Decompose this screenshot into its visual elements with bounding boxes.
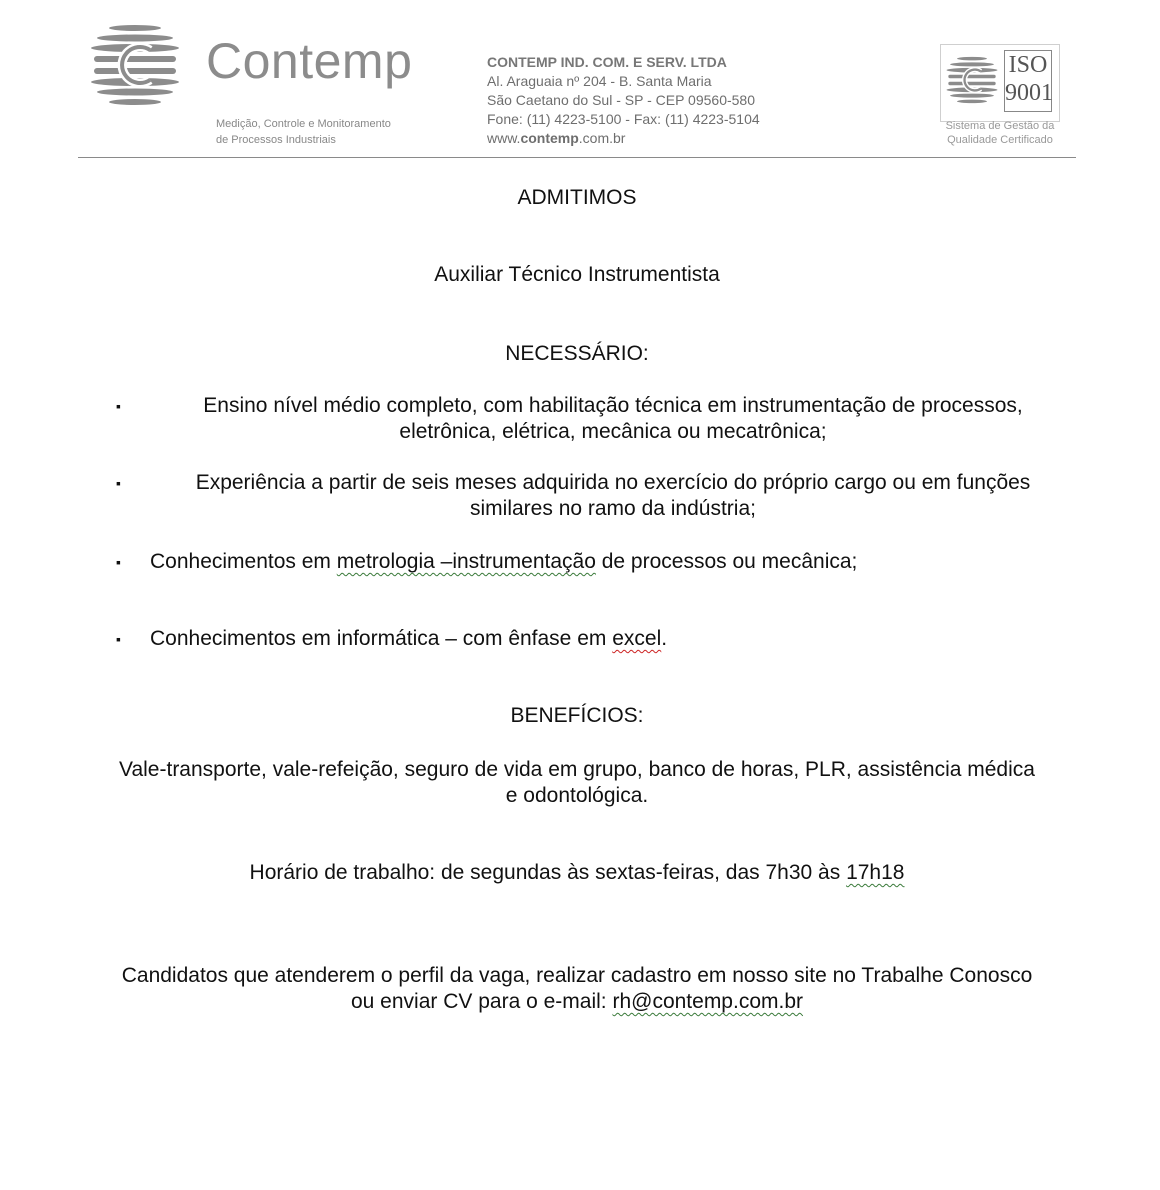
email-address[interactable]: rh@contemp.com.br xyxy=(612,990,804,1013)
requirement-line: similares no ramo da indústria; xyxy=(470,497,756,520)
contemp-logo-icon xyxy=(90,20,180,110)
bullet-icon: ▪ xyxy=(116,398,121,414)
requirement-suffix: de processos ou mecânica; xyxy=(595,550,858,573)
brand-tagline-line: de Processos Industriais xyxy=(216,134,336,146)
iso-caption xyxy=(940,119,1060,147)
page-heading: ADMITIMOS xyxy=(517,186,637,209)
requirement-prefix: Conhecimentos em informática – com ênfase em xyxy=(150,627,613,650)
requirement-text xyxy=(150,549,1076,575)
requirement-suffix: . xyxy=(661,627,668,650)
website-prefix: www. xyxy=(487,130,521,146)
iso-caption-line: Sistema de Gestão da xyxy=(945,120,1055,132)
iso-label-line: ISO xyxy=(1008,52,1048,78)
requirement-text xyxy=(150,470,1076,522)
position-title: Auxiliar Técnico Instrumentista xyxy=(434,263,720,286)
company-name: CONTEMP IND. COM. E SERV. LTDA xyxy=(487,54,727,70)
benefits-heading: BENEFÍCIOS: xyxy=(510,704,644,727)
requirement-text xyxy=(150,626,1076,652)
company-website xyxy=(487,129,760,148)
benefits-text xyxy=(78,757,1076,809)
grammar-flagged-text: 17h18 xyxy=(846,861,905,884)
benefits-line: e odontológica. xyxy=(505,784,649,807)
spellcheck-flagged-text: excel xyxy=(612,627,662,650)
application-line: Candidatos que atenderem o perfil da vaga, realizar cadastro em nosso site no Trabalhe Conosco xyxy=(121,964,1033,987)
work-schedule xyxy=(78,860,1076,886)
brand-tagline xyxy=(216,116,391,148)
company-phones: Fone: (11) 4223-5100 - Fax: (11) 4223-5104 xyxy=(487,111,760,127)
schedule-text: Horário de trabalho: de segundas às sextas-feiras, das 7h30 às xyxy=(249,861,847,884)
company-address-line: Al. Araguaia nº 204 - B. Santa Maria xyxy=(487,73,712,89)
company-address-line: São Caetano do Sul - SP - CEP 09560-580 xyxy=(487,92,755,108)
requirement-line: eletrônica, elétrica, mecânica ou mecatrônica; xyxy=(399,420,827,443)
requirement-line: Ensino nível médio completo, com habilitação técnica em instrumentação de processos, xyxy=(203,394,1023,417)
brand-name: Contemp xyxy=(206,33,413,89)
header-divider xyxy=(78,157,1076,158)
requirement-text xyxy=(150,393,1076,445)
iso-caption-line: Qualidade Certificado xyxy=(947,134,1053,146)
bullet-icon: ▪ xyxy=(116,631,121,647)
list-item xyxy=(78,549,1076,575)
application-instructions xyxy=(78,963,1076,1015)
application-line-prefix: ou enviar CV para o e-mail: xyxy=(350,990,613,1013)
benefits-line: Vale-transporte, vale-refeição, seguro de vida em grupo, banco de horas, PLR, assistência médica xyxy=(119,758,1035,781)
company-contact-block xyxy=(487,53,760,148)
iso-label-line: 9001 xyxy=(1005,80,1053,106)
brand-tagline-line: Medição, Controle e Monitoramento xyxy=(216,118,391,130)
website-domain: contemp xyxy=(520,130,579,146)
letterhead xyxy=(0,0,1160,160)
list-item xyxy=(78,393,1076,445)
requirements-heading: NECESSÁRIO: xyxy=(505,342,649,365)
requirement-prefix: Conhecimentos em xyxy=(150,550,337,573)
bullet-icon: ▪ xyxy=(116,554,121,570)
website-suffix: .com.br xyxy=(578,130,626,146)
iso-9001-label xyxy=(1004,50,1052,112)
grammar-flagged-text: metrologia –instrumentação xyxy=(336,550,596,573)
application-line xyxy=(78,989,1076,1015)
bullet-icon: ▪ xyxy=(116,475,121,491)
requirement-line: Experiência a partir de seis meses adquirida no exercício do próprio cargo ou em funções xyxy=(195,471,1031,494)
list-item xyxy=(78,470,1076,522)
list-item xyxy=(78,626,1076,652)
iso-contemp-logo-icon xyxy=(946,54,998,106)
